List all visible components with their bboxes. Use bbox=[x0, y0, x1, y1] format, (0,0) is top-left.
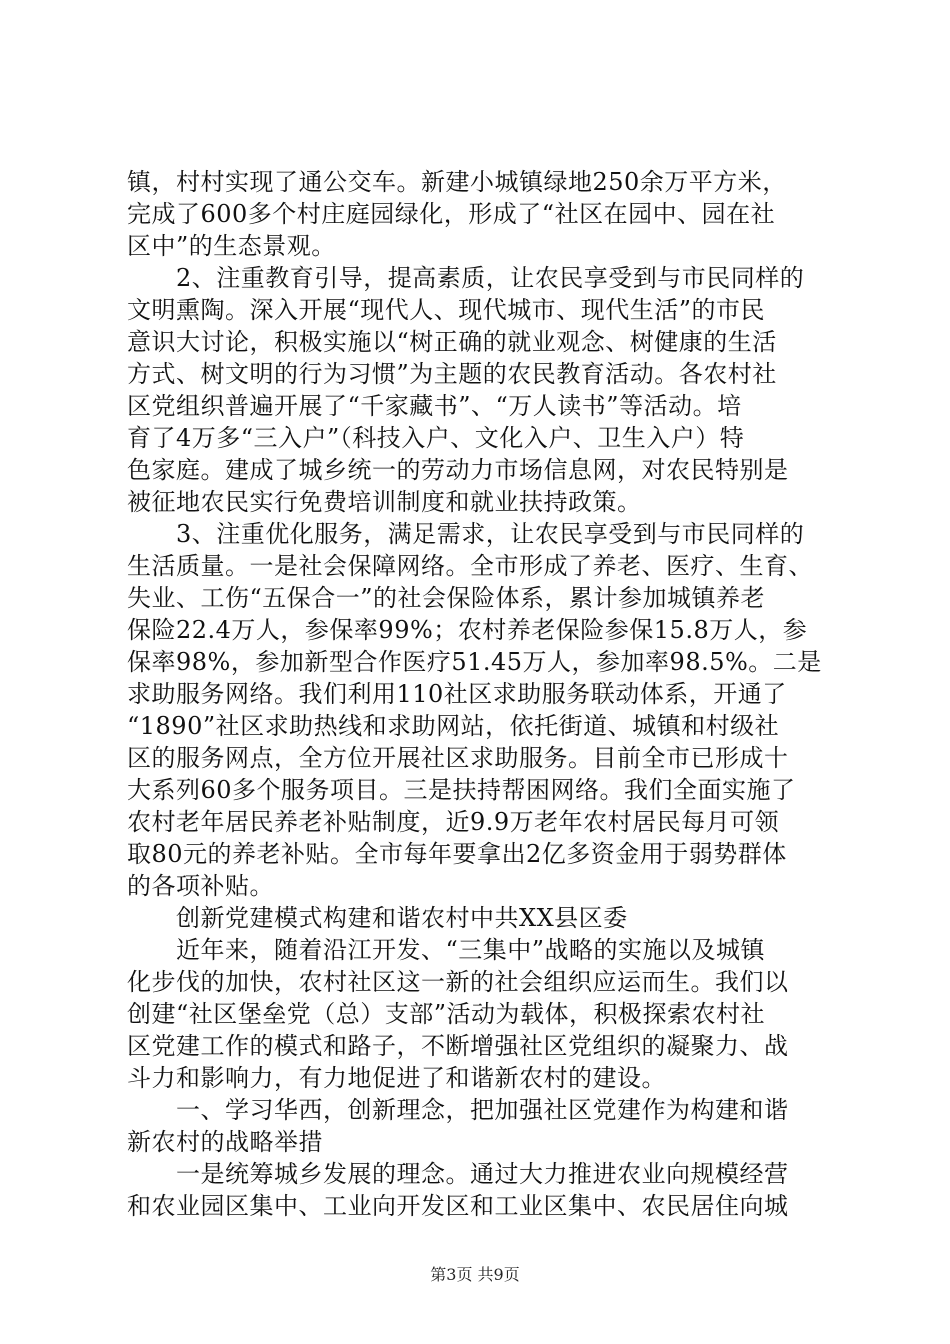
text-line: 创建“社区堡垒党（总）支部”活动为载体，积极探索农村社 bbox=[127, 1000, 766, 1028]
text-line: 2、注重教育引导，提高素质，让农民享受到与市民同样的 bbox=[127, 264, 805, 292]
text-line: 保险22.4万人，参保率99%；农村养老保险参保15.8万人，参 bbox=[127, 616, 808, 644]
text-line: 斗力和影响力，有力地促进了和谐新农村的建设。 bbox=[127, 1064, 666, 1092]
text-line: 色家庭。建成了城乡统一的劳动力市场信息网，对农民特别是 bbox=[127, 456, 789, 484]
document-body bbox=[127, 166, 827, 1222]
text-line: 区党组织普遍开展了“千家藏书”、“万人读书”等活动。培 bbox=[127, 392, 742, 420]
page-footer bbox=[0, 1265, 950, 1285]
text-line: 求助服务网络。我们利用110社区求助服务联动体系，开通了 bbox=[127, 680, 787, 708]
text-line: 完成了600多个村庄庭园绿化，形成了“社区在园中、园在社 bbox=[127, 200, 776, 228]
text-line: 被征地农民实行免费培训制度和就业扶持政策。 bbox=[127, 488, 642, 516]
text-line: “1890”社区求助热线和求助网站，依托街道、城镇和村级社 bbox=[127, 712, 780, 740]
text-line: 3、注重优化服务，满足需求，让农民享受到与市民同样的 bbox=[127, 520, 805, 548]
text-line: 一是统筹城乡发展的理念。通过大力推进农业向规模经营 bbox=[127, 1160, 789, 1188]
text-line: 区党建工作的模式和路子，不断增强社区党组织的凝聚力、战 bbox=[127, 1032, 789, 1060]
text-line: 生活质量。一是社会保障网络。全市形成了养老、医疗、生育、 bbox=[127, 552, 813, 580]
text-line: 意识大讨论，积极实施以“树正确的就业观念、树健康的生活 bbox=[127, 328, 777, 356]
text-line: 镇，村村实现了通公交车。新建小城镇绿地250余万平方米， bbox=[127, 168, 787, 196]
text-line: 区中”的生态景观。 bbox=[127, 232, 336, 260]
text-line: 和农业园区集中、工业向开发区和工业区集中、农民居住向城 bbox=[127, 1192, 789, 1220]
page-number-label: 第3页 共9页 bbox=[430, 1265, 520, 1284]
text-line: 保率98%，参加新型合作医疗51.45万人，参加率98.5%。二是 bbox=[127, 648, 822, 676]
text-line: 大系列60多个服务项目。三是扶持帮困网络。我们全面实施了 bbox=[127, 776, 796, 804]
text-line: 文明熏陶。深入开展“现代人、现代城市、现代生活”的市民 bbox=[127, 296, 766, 324]
text-line: 区的服务网点，全方位开展社区求助服务。目前全市已形成十 bbox=[127, 744, 789, 772]
text-line: 育了4万多“三入户”（科技入户、文化入户、卫生入户）特 bbox=[127, 424, 745, 452]
text-line: 失业、工伤“五保合一”的社会保险体系，累计参加城镇养老 bbox=[127, 584, 766, 612]
text-line: 的各项补贴。 bbox=[127, 872, 274, 900]
text-line: 近年来，随着沿江开发、“三集中”战略的实施以及城镇 bbox=[127, 936, 766, 964]
section-heading-line: 创新党建模式构建和谐农村中共XX县区委 bbox=[127, 904, 628, 932]
text-line: 农村老年居民养老补贴制度，近9.9万老年农村居民每月可领 bbox=[127, 808, 780, 836]
text-line: 方式、树文明的行为习惯”为主题的农民教育活动。各农村社 bbox=[127, 360, 777, 388]
text-line: 新农村的战略举措 bbox=[127, 1128, 323, 1156]
text-line: 一、学习华西，创新理念，把加强社区党建作为构建和谐 bbox=[127, 1096, 789, 1124]
text-line: 化步伐的加快，农村社区这一新的社会组织应运而生。我们以 bbox=[127, 968, 789, 996]
text-line: 取80元的养老补贴。全市每年要拿出2亿多资金用于弱势群体 bbox=[127, 840, 787, 868]
